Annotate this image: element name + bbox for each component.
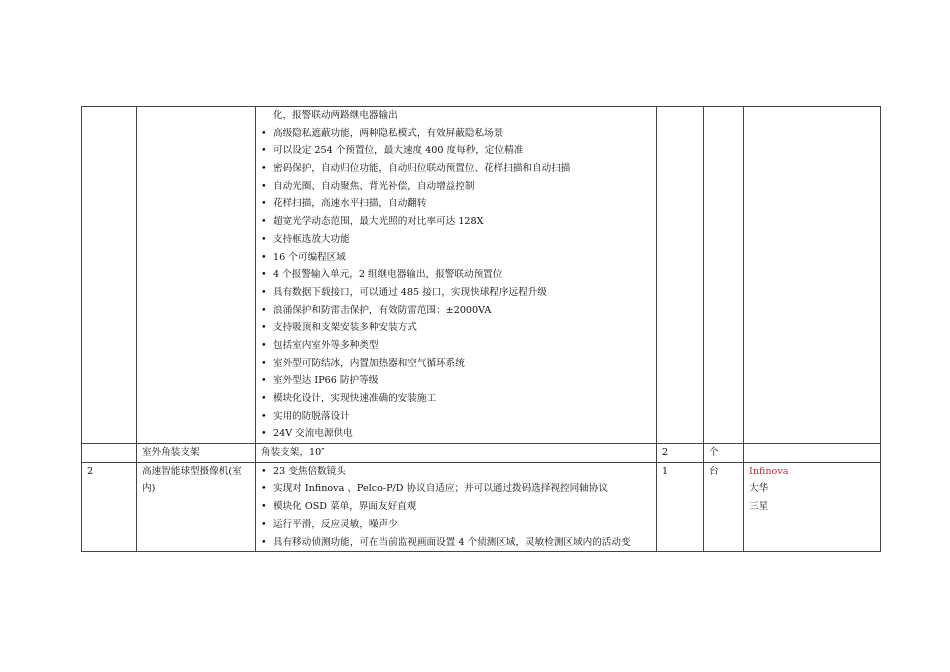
unit-value: 台 [709, 465, 719, 477]
spec-bullet-text: 具有移动侦测功能，可在当前监视画面设置 4 个侦测区域，灵敏检测区域内的活动变 [273, 536, 631, 548]
quantity-cell [657, 107, 704, 444]
quantity-cell [657, 444, 704, 463]
spec-bullet-text: 实现对 Infinova 、Pelco-P/D 协议自适应；并可以通过拨码选择视控同轴协议 [273, 483, 608, 495]
spec-bullet [261, 319, 651, 337]
bullet-icon: • [261, 483, 267, 495]
spec-bullet [261, 142, 651, 160]
brand-cell [744, 107, 881, 444]
table-row [82, 462, 881, 551]
table-row [82, 444, 881, 463]
bullet-icon: • [261, 518, 267, 530]
bullet-icon: • [261, 428, 267, 440]
item-number-cell [82, 444, 137, 463]
quantity-cell [657, 462, 704, 551]
spec-bullet-text: 具有数据下载接口，可以通过 485 接口，实现快球程序远程升级 [273, 286, 547, 298]
spec-bullet-text: 模块化设计，实现快速准确的安装施工 [273, 393, 437, 404]
spec-bullet [261, 408, 651, 426]
item-name-cell [137, 444, 256, 463]
item-description-cell [256, 462, 657, 551]
spec-bullet-text: 室外型达 IP66 防护等级 [273, 375, 379, 387]
item-name-cell [137, 107, 256, 444]
unit-value: 个 [709, 447, 719, 459]
spec-bullet-text: 16 个可编程区域 [273, 251, 346, 263]
equipment-spec-table [81, 106, 881, 552]
item-name: 室外角装支架 [142, 447, 200, 459]
spec-bullet-text: 花样扫描，高速水平扫描，自动翻转 [273, 198, 427, 210]
spec-bullet-text: 可以设定 254 个预置位，最大速度 400 度每秒，定位精准 [273, 145, 524, 157]
bullet-icon: • [261, 339, 267, 351]
bullet-icon: • [261, 393, 267, 404]
spec-bullet-text: 支持吸顶和支架安装多种安装方式 [273, 322, 417, 334]
spec-bullet-text: 模块化 OSD 菜单，界面友好直观 [273, 501, 417, 513]
spec-bullet [261, 337, 651, 355]
spec-bullet [261, 480, 651, 498]
bullet-icon: • [261, 536, 267, 548]
brand-cell [744, 462, 881, 551]
spec-bullet [261, 178, 651, 196]
spec-bullet-text: 包括室内室外等多种类型 [273, 339, 379, 351]
brand-name: 大华 [749, 483, 769, 495]
bullet-icon: • [261, 304, 267, 316]
bullet-icon: • [261, 357, 267, 369]
bullet-icon: • [261, 465, 267, 477]
spec-bullet-text: 4 个报警输入单元，2 组继电器输出，报警联动预置位 [273, 269, 503, 281]
spec-bullet [261, 425, 651, 443]
bullet-icon: • [261, 269, 267, 281]
unit-cell [704, 107, 744, 444]
bullet-icon: • [261, 501, 267, 513]
bullet-icon: • [261, 127, 267, 139]
spec-bullet-text: 实用的防脱落设计 [273, 410, 350, 422]
spec-bullet [261, 372, 651, 390]
item-number-cell [82, 462, 137, 551]
spec-bullet [261, 355, 651, 373]
spec-bullet [261, 195, 651, 213]
brand-cell [744, 444, 881, 463]
spec-bullet-text: 高级隐私遮蔽功能，两种隐私模式，有效屏蔽隐私场景 [273, 127, 504, 139]
spec-bullet-text: 自动光圈、自动聚焦、背光补偿，自动增益控制 [273, 180, 475, 192]
spec-bullet [261, 498, 651, 516]
bullet-icon: • [261, 216, 267, 228]
bullet-icon: • [261, 286, 267, 298]
spec-bullet-text: 运行平滑，反应灵敏，噪声少 [273, 518, 398, 530]
spec-bullet [261, 231, 651, 249]
brand-name: 三星 [749, 501, 769, 513]
quantity-value: 1 [662, 465, 669, 477]
item-name-cell [137, 462, 256, 551]
spec-bullet-text: 23 变焦倍数镜头 [273, 465, 346, 477]
item-description: 角装支架，10″ [261, 447, 325, 459]
spec-bullet-text: 24V 交流电源供电 [273, 428, 353, 440]
bullet-icon: • [261, 322, 267, 334]
item-description-cell [256, 444, 657, 463]
spec-bullet-text: 密码保护，自动归位功能，自动归位联动预置位、花样扫描和自动扫描 [273, 163, 571, 175]
description-continuation: 化，报警联动两路继电器输出 [273, 110, 398, 121]
spec-bullet [261, 284, 651, 302]
bullet-icon: • [261, 233, 267, 245]
item-number: 2 [87, 465, 94, 477]
bullet-icon: • [261, 198, 267, 210]
unit-cell [704, 462, 744, 551]
bullet-icon: • [261, 251, 267, 263]
spec-bullet [261, 516, 651, 534]
spec-bullet [261, 302, 651, 320]
table-row [82, 107, 881, 444]
spec-bullet [261, 213, 651, 231]
bullet-icon: • [261, 163, 267, 175]
item-description-cell [256, 107, 657, 444]
spec-bullet-text: 超宽光学动态范围，最大光照的对比率可达 128X [273, 216, 484, 228]
spec-bullet [261, 160, 651, 178]
spec-bullet [261, 534, 651, 552]
spec-bullet [261, 390, 651, 408]
spec-bullet [261, 266, 651, 284]
bullet-icon: • [261, 410, 267, 422]
spec-bullet-text: 支持框选放大功能 [273, 233, 350, 245]
spec-bullet-text: 浪涌保护和防雷击保护，有效防雷范围：±2000VA [273, 304, 492, 316]
spec-bullet [261, 463, 651, 481]
bullet-icon: • [261, 375, 267, 387]
quantity-value: 2 [662, 447, 669, 459]
spec-bullet [261, 249, 651, 267]
item-name-line: 内) [142, 483, 156, 495]
brand-name: Infinova [749, 465, 789, 477]
item-name-line: 高速智能球型摄像机(室 [142, 465, 242, 477]
bullet-icon: • [261, 145, 267, 157]
spec-bullet-text: 室外型可防结冰，内置加热器和空气循环系统 [273, 357, 465, 369]
unit-cell [704, 444, 744, 463]
spec-bullet [261, 125, 651, 143]
bullet-icon: • [261, 180, 267, 192]
item-number-cell [82, 107, 137, 444]
